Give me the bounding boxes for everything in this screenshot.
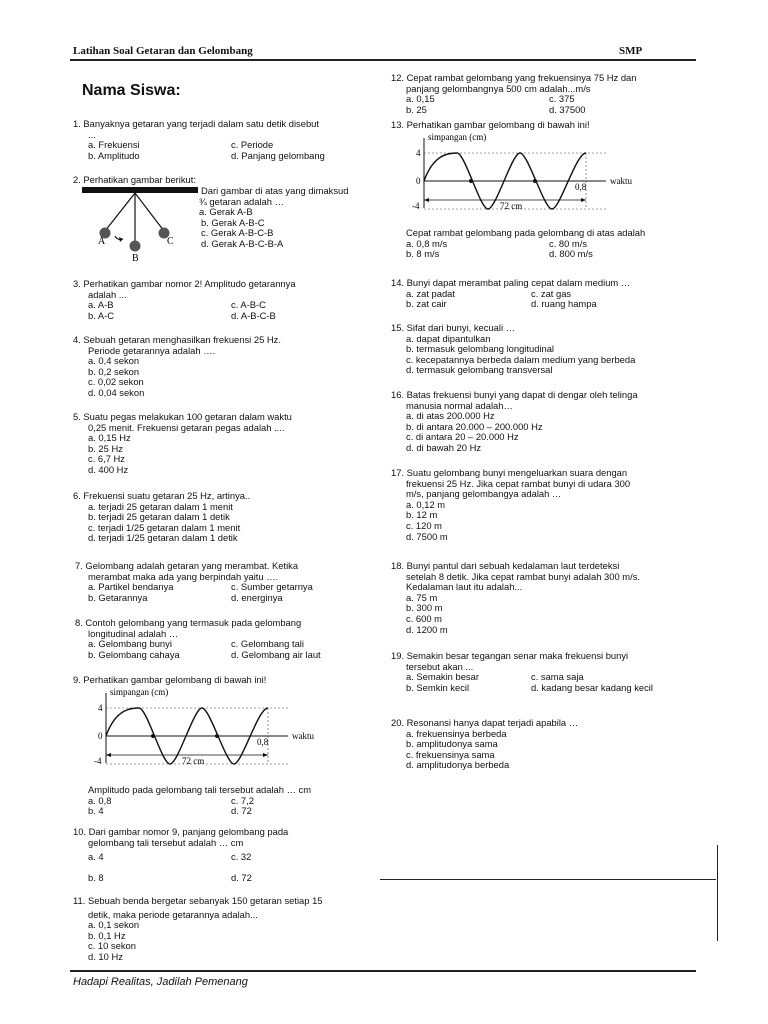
worksheet-title: Latihan Soal Getaran dan Gelombang	[73, 45, 253, 57]
svg-text:4: 4	[98, 703, 103, 713]
pendulum-bob-b	[130, 241, 141, 252]
point-b-label: B	[132, 253, 139, 263]
question-8: 8. Contoh gelombang yang termasuk pada gelombang longitudinal adalah … a. Gelombang bunyi c. Gelombang tali b. Gelombang cahaya d. Gelombang air laut	[75, 617, 321, 660]
point-a-label: A	[98, 236, 106, 247]
question-17: 17. Suatu gelombang bunyi mengeluarkan suara dengan frekuensi 25 Hz. Jika cepat rambat bunyi di udara 300 m/s, panjang gelombangya adalah … a. 0,12 m b. 12 m c. 120 m d. 7500 m	[391, 467, 631, 542]
question-14: 14. Bunyi dapat merambat paling cepat dalam medium … a. zat padat c. zat gas b. zat cair d. ruang hampa	[391, 277, 631, 310]
student-name-label: Nama Siswa:	[82, 82, 181, 99]
svg-text:-4: -4	[412, 201, 420, 211]
svg-text:0: 0	[416, 176, 421, 186]
wave-ylabel: simpangan (cm)	[110, 687, 169, 697]
question-2-body: Dari gambar di atas yang dimaksud ¾ getaran adalah … a. Gerak A-B b. Gerak A-B-C c. Gerak A-B-C-B d. Gerak A-B-C-B-A	[199, 185, 349, 249]
svg-text:-4: -4	[94, 756, 102, 766]
question-11: 11. Sebuah benda bergetar sebanyak 150 getaran setiap 15 detik, maka periode getarannya adalah...	[73, 895, 323, 920]
svg-text:0: 0	[98, 731, 103, 741]
pendulum-support	[82, 187, 198, 193]
pendulum-figure	[82, 187, 198, 263]
question-10: 10. Dari gambar nomor 9, panjang gelombang pada gelombang tali tersebut adalah … cm a. 4 c. 32 b. 8 d. 72	[73, 826, 289, 883]
point-c-label: C	[167, 236, 174, 247]
svg-text:4: 4	[416, 148, 421, 158]
wave-ylabel: simpangan (cm)	[428, 132, 487, 142]
question-9-stem: 9. Perhatikan gambar gelombang di bawah ini!	[73, 674, 267, 685]
svg-text:0,8: 0,8	[257, 737, 269, 747]
question-5: 5. Suatu pegas melakukan 100 getaran dalam waktu 0,25 menit. Frekuensi getaran pegas adalah .... a. 0,15 Hz b. 25 Hz c. 6,7 Hz d. 400 Hz	[73, 411, 292, 475]
wave-xlabel: waktu	[292, 731, 314, 741]
margin-line	[717, 845, 718, 941]
footer-rule	[70, 970, 696, 972]
question-1: 1. Banyaknya getaran yang terjadi dalam satu detik disebut ... a. Frekuensi c. Periode b. Amplitudo d. Panjang gelombang	[73, 118, 325, 161]
question-3: 3. Perhatikan gambar nomor 2! Amplitudo getarannya adalah ... a. A-B c. A-B-C b. A-C d. A-B-C-B	[73, 278, 296, 321]
question-12: 12. Cepat rambat gelombang yang frekuensinya 75 Hz dan panjang gelombangnya 500 cm adalah...m/s a. 0,15 c. 375 b. 25 d. 37500	[391, 72, 637, 115]
question-16: 16. Batas frekuensi bunyi yang dapat di dengar oleh telinga manusia normal adalah… a. di atas 200.000 Hz b. di antara 20.000 – 200.000 Hz c. di antara 20 – 20.000 Hz d. di bawah 20 Hz	[391, 389, 638, 453]
wave-xlabel: waktu	[610, 176, 632, 186]
svg-text:72 cm: 72 cm	[182, 756, 205, 766]
question-7: 7. Gelombang adalah getaran yang merambat. Ketika merambat maka ada yang berpindah yaitu …. a. Partikel bendanya c. Sumber getarnya b. Getarannya d. energinya	[75, 560, 313, 603]
question-13-stem: 13. Perhatikan gambar gelombang di bawah ini!	[391, 119, 590, 130]
svg-text:0,8: 0,8	[575, 182, 587, 192]
question-9: Amplitudo pada gelombang tali tersebut adalah … cm a. 0,8 c. 7,2 b. 4 d. 72	[88, 784, 312, 817]
question-6: 6. Frekuensi suatu getaran 25 Hz, artinya.. a. terjadi 25 getaran dalam 1 menit b. terjadi 25 getaran dalam 1 detik c. terjadi 1/25 getaran dalam 1 menit d. terjadi 1/25 getaran dalam 1 detik	[73, 490, 251, 544]
question-20: 20. Resonansi hanya dapat terjadi apabila … a. frekuensinya berbeda b. amplitudonya sama c. frekuensinya sama d. amplitudonya berbeda	[391, 717, 579, 771]
question-18: 18. Bunyi pantul dari sebuah kedalaman laut terdeteksi setelah 8 detik. Jika cepat rambat bunyi adalah 300 m/s. Kedalaman laut itu adalah... a. 75 m b. 300 m c. 600 m d. 1200 m	[391, 560, 640, 635]
question-15: 15. Sifat dari bunyi, kecuali … a. dapat dipantulkan b. termasuk gelombang longitudinal c. kecepatannya berbeda dalam medium yang berbeda d. termasuk gelombang transversal	[391, 322, 636, 376]
question-13: Cepat rambat gelombang pada gelombang di atas adalah a. 0,8 m/s c. 80 m/s b. 8 m/s d. 800 m/s	[406, 227, 646, 260]
level-label: SMP	[619, 45, 643, 57]
header-rule	[70, 59, 696, 61]
wave-figure-q13	[410, 132, 646, 212]
question-11-options: a. 0,1 sekon b. 0,1 Hz c. 10 sekon d. 10 Hz	[88, 919, 140, 962]
wave-figure-q9	[92, 687, 328, 767]
svg-text:72 cm: 72 cm	[500, 201, 523, 211]
question-19: 19. Semakin besar tegangan senar maka frekuensi bunyi tersebut akan ... a. Semakin besar c. sama saja b. Semkin kecil d. kadang besar kadang kecil	[391, 650, 653, 693]
question-4: 4. Sebuah getaran menghasilkan frekuensi 25 Hz. Periode getarannya adalah …. a. 0,4 sekon b. 0,2 sekon c. 0,02 sekon d. 0,04 sekon	[73, 334, 281, 398]
question-2-stem: 2. Perhatikan gambar berikut:	[73, 174, 196, 185]
answer-line	[380, 879, 716, 880]
footer-motto: Hadapi Realitas, Jadilah Pemenang	[73, 976, 248, 988]
